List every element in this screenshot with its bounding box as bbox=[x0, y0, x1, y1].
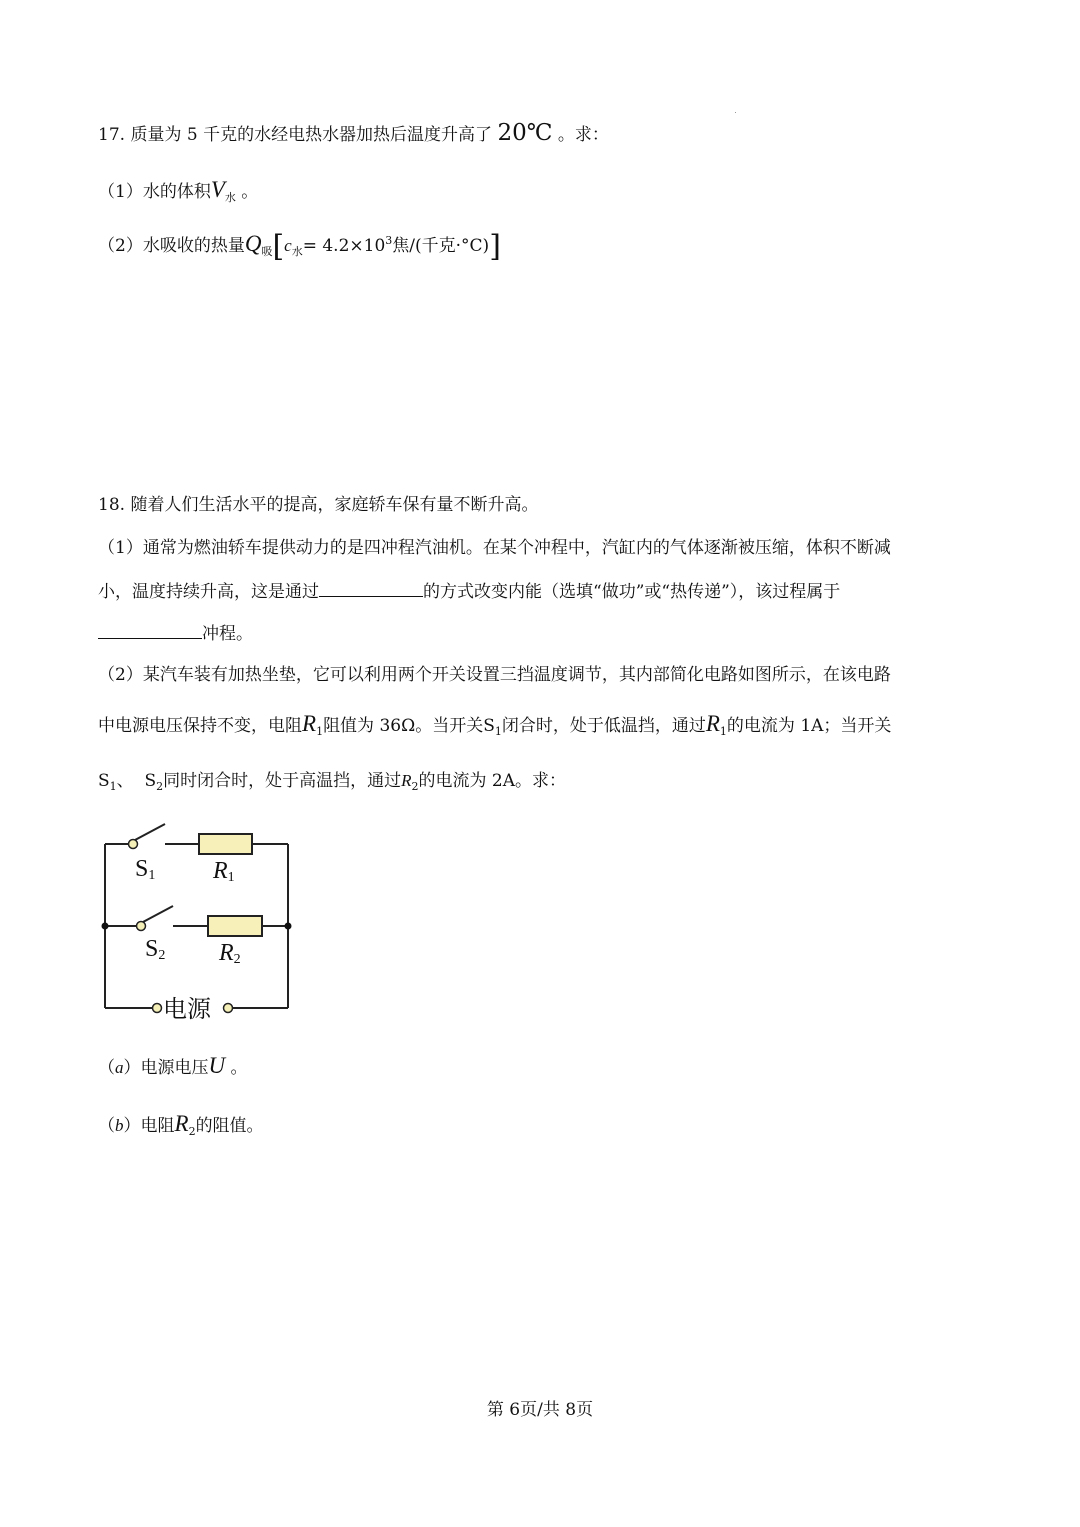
source-terminal-left bbox=[153, 1004, 162, 1013]
junction-left bbox=[102, 923, 109, 930]
q18-part2-line2: 中电源电压保持不变，电阻$R_1$阻值为 36Ω。当开关$S_1$闭合时，处于低温挡，通过$R_1$的电流为 1A；当开关 bbox=[98, 711, 892, 738]
q18-part1-line3: 冲程。 bbox=[98, 624, 253, 643]
svg-text:S1 bbox=[135, 856, 155, 883]
r1-resistor bbox=[199, 834, 252, 854]
source-terminal-right bbox=[224, 1004, 233, 1013]
q18-part2-line3: $S_1$、 $S_2$同时闭合时，处于高温挡，通过$R_2$的电流为 2A。求： bbox=[98, 771, 567, 793]
q17-stem: 17. 质量为 5 千克的水经电热水器加热后温度升高了 20℃ 。求： bbox=[98, 120, 609, 146]
svg-text:R1 bbox=[212, 858, 235, 885]
scan-dot bbox=[735, 112, 736, 113]
power-source-label: 电源 bbox=[163, 997, 211, 1023]
r1-label-sub: 1 bbox=[227, 870, 235, 885]
q18-sub-a: （a）电源电压U 。 bbox=[98, 1053, 248, 1078]
r2-label-sub: 2 bbox=[233, 952, 241, 967]
q17-part2: （2）水吸收的热量$Q_吸[c_水= 4.2\times 10^3$焦/(千克·°C)] bbox=[98, 229, 501, 264]
s2-switch-blade bbox=[143, 906, 173, 922]
answer-blank-2[interactable] bbox=[98, 624, 202, 639]
page-footer: 第 6页/共 8页 bbox=[486, 1400, 594, 1420]
s2-terminal bbox=[137, 922, 146, 931]
s1-terminal bbox=[129, 840, 138, 849]
q18-part1-line1: （1）通常为燃油轿车提供动力的是四冲程汽油机。在某个冲程中，汽缸内的气体逐渐被压缩，体积不断减 bbox=[98, 538, 891, 558]
open-bracket: [ bbox=[272, 229, 285, 264]
q18-part1-line2: 小，温度持续升高，这是通过 的方式改变内能（选填“做功”或“热传递”），该过程属于 bbox=[98, 582, 841, 602]
q18-stem: 18. 随着人们生活水平的提高，家庭轿车保有量不断升高。 bbox=[98, 495, 539, 515]
answer-blank-1[interactable] bbox=[319, 582, 423, 597]
r2-resistor bbox=[208, 916, 262, 936]
s2-label-sub: 2 bbox=[158, 948, 166, 963]
s1-label-sub: 1 bbox=[148, 868, 156, 883]
s1-switch-blade bbox=[135, 824, 165, 840]
svg-text:S2 bbox=[145, 936, 165, 963]
r1-label: R bbox=[213, 858, 228, 884]
circuit-diagram bbox=[95, 820, 305, 1025]
q18-sub-b: （b）电阻$R_2$的阻值。 bbox=[98, 1111, 264, 1138]
q18-part2-line1: （2）某汽车装有加热坐垫，它可以利用两个开关设置三挡温度调节，其内部简化电路如图所示，在该电路 bbox=[98, 665, 891, 685]
q17-part1: （1）水的体积$V_水$ 。 bbox=[98, 177, 259, 204]
close-bracket: ] bbox=[489, 229, 501, 264]
delta-t: 20℃ bbox=[497, 120, 553, 146]
junction-right bbox=[285, 923, 292, 930]
r2-label: R bbox=[219, 940, 234, 966]
s2-label: S bbox=[145, 936, 159, 962]
s1-label: S bbox=[135, 856, 149, 882]
svg-text:R2 bbox=[218, 940, 241, 967]
